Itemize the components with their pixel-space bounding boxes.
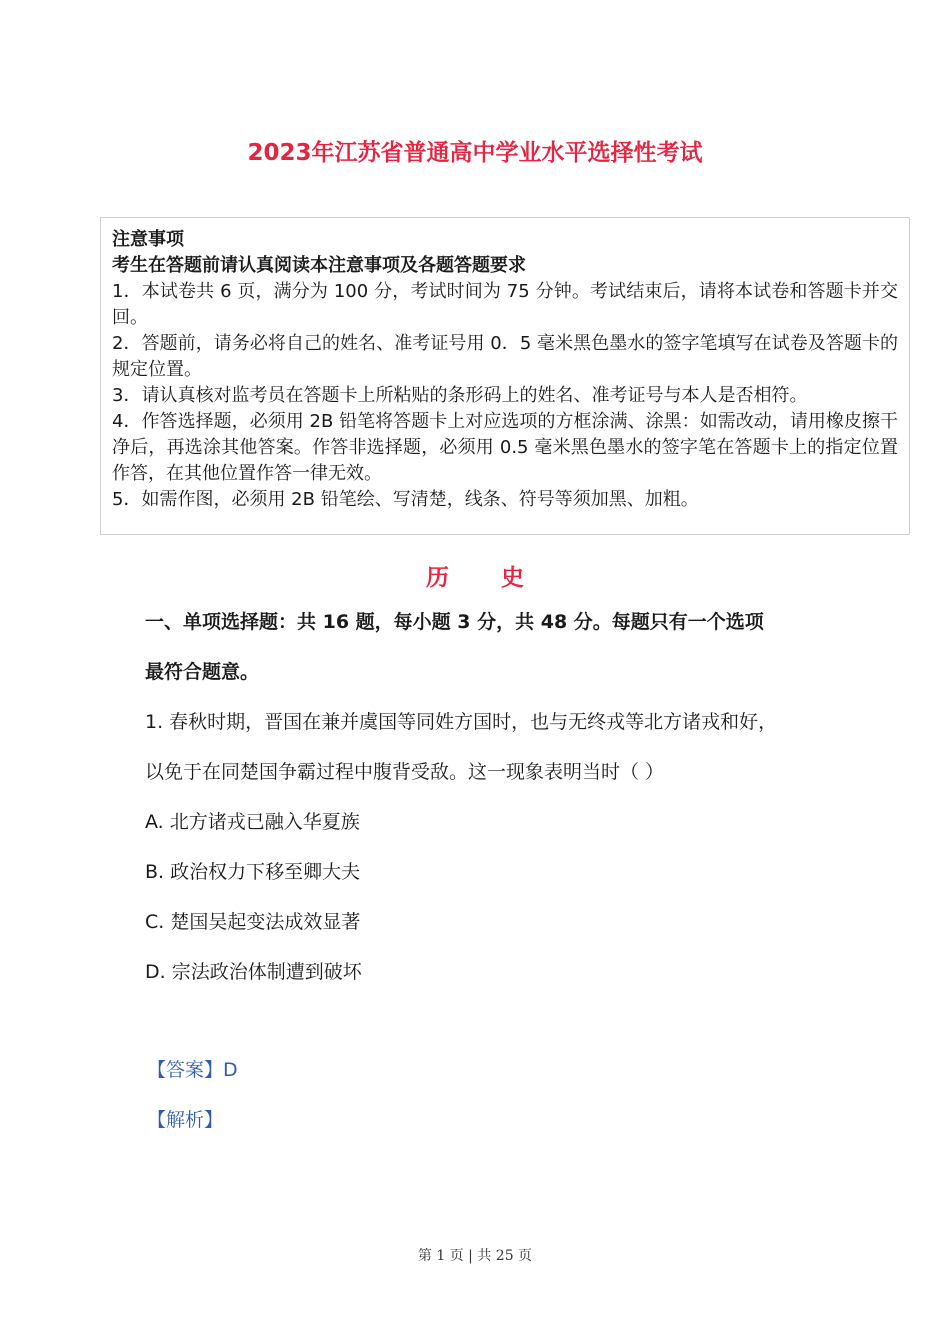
subject-title: 历 史	[425, 565, 546, 591]
section-heading-line-1: 一、单项选择题：共 16 题，每小题 3 分，共 48 分。每题只有一个选项	[145, 611, 764, 633]
page-footer: 第 1 页 | 共 25 页	[417, 1248, 533, 1264]
notice-item-1: 1．本试卷共 6 页，满分为 100 分，考试时间为 75 分钟。考试结束后，请将本试卷和答题卡并交回。	[112, 281, 898, 328]
page-title: 2023年江苏省普通高中学业水平选择性考试	[247, 140, 703, 166]
answer-block	[147, 1054, 238, 1154]
notice-heading: 注意事项	[112, 229, 184, 250]
notice-item-4: 4．作答选择题，必须用 2B 铅笔将答题卡上对应选项的方框涂满、涂黑：如需改动，请用橡皮擦干净后，再选涂其他答案。作答非选择题，必须用 0.5 毫米黑色墨水的签字笔在答题卡上的指定位置作答，在其他位置作答一律无效。	[112, 411, 898, 484]
notice-item-2: 2．答题前，请务必将自己的姓名、准考证号用 0．5 毫米黑色墨水的签字笔填写在试卷及答题卡的规定位置。	[112, 333, 898, 380]
option-c: C. 楚国吴起变法成效显著	[145, 911, 361, 933]
notice-item-5: 5．如需作图，必须用 2B 铅笔绘、写清楚，线条、符号等须加黑、加粗。	[112, 489, 699, 510]
notice-box	[100, 217, 910, 535]
option-d: D. 宗法政治体制遭到破坏	[145, 961, 362, 983]
question-content	[145, 606, 845, 1006]
question-stem-line-1: 1. 春秋时期，晋国在兼并虞国等同姓方国时，也与无终戎等北方诸戎和好，	[145, 711, 778, 733]
option-b: B. 政治权力下移至卿大夫	[145, 861, 361, 883]
notice-subheading: 考生在答题前请认真阅读本注意事项及各题答题要求	[112, 255, 526, 276]
question-stem-line-2: 以免于在同楚国争霸过程中腹背受敌。这一现象表明当时（ ）	[145, 761, 665, 783]
answer-line: 【答案】D	[147, 1059, 238, 1081]
analysis-label: 【解析】	[147, 1109, 224, 1131]
option-a: A. 北方诸戎已融入华夏族	[145, 811, 360, 833]
notice-item-3: 3．请认真核对监考员在答题卡上所粘贴的条形码上的姓名、准考证号与本人是否相符。	[112, 385, 808, 406]
section-heading-line-2: 最符合题意。	[145, 661, 260, 683]
